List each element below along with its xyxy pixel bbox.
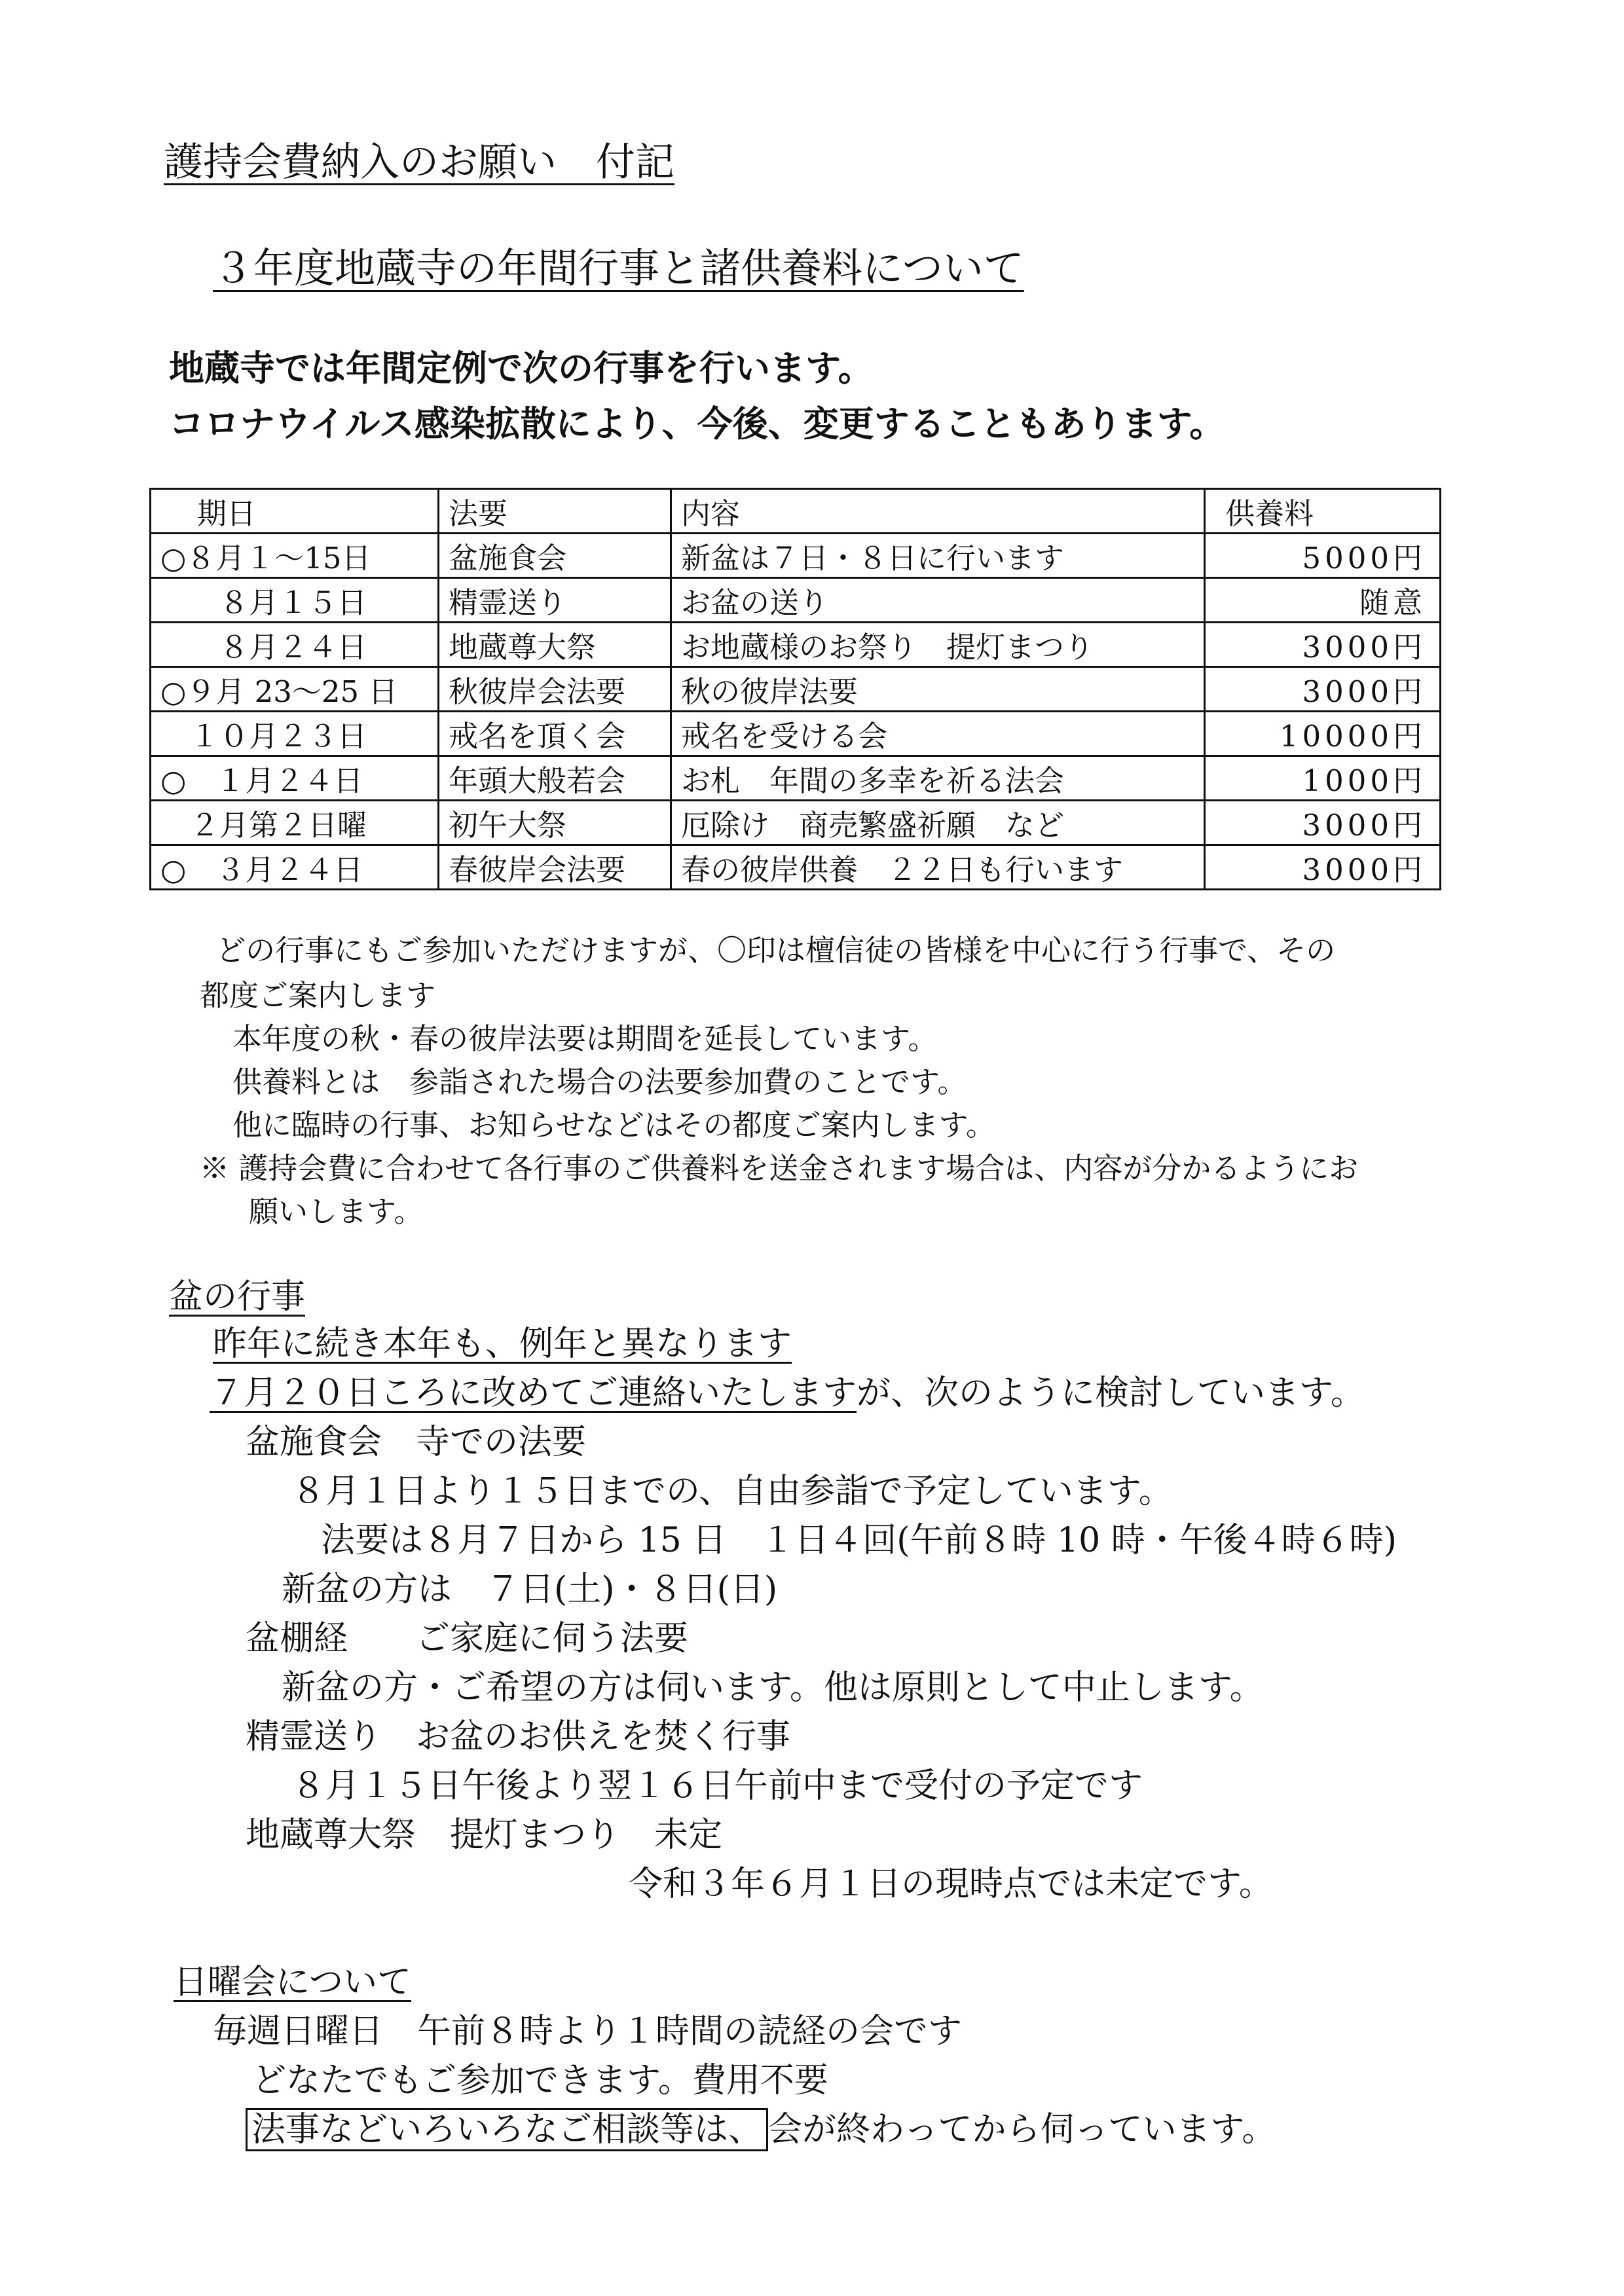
header-content: 内容 — [671, 489, 1205, 534]
intro-line-2: コロナウイルス感染拡散により、今後、変更することもあります。 — [169, 403, 1225, 445]
row-date: ○ １月２４日 — [151, 756, 439, 801]
row-content: 秋の彼岸法要 — [671, 667, 1205, 712]
bon-line-5: 法要は８月７日から 15 日 １日４回(午前８時 10 時・午後４時６時) — [321, 1521, 1397, 1560]
row-date: ○９月 23～25 日 — [151, 667, 439, 712]
event-schedule-table — [149, 488, 1441, 890]
note-higan-extension: 本年度の秋・春の彼岸法要は期間を延長しています。 — [232, 1021, 938, 1056]
row-date: ２月第２日曜 — [151, 801, 439, 845]
row-fee: 1000円 — [1205, 756, 1441, 801]
note-offering-fee: 供養料とは 参詣された場合の法要参加費のことです。 — [232, 1065, 967, 1099]
note-remittance: ※ 護持会費に合わせて各行事のご供養料を送金されます場合は、内容が分かるようにお — [200, 1151, 1359, 1186]
note-participation: どの行事にもご参加いただけますが、〇印は檀信徒の皆様を中心に行う行事で、その — [216, 933, 1336, 968]
bon-line-11: 地蔵尊大祭 提灯まつり 未定 — [246, 1815, 723, 1855]
note-temporary-events: 他に臨時の行事、お知らせなどはその都度ご案内します。 — [232, 1108, 996, 1142]
row-fee: 随意 — [1205, 578, 1441, 623]
bon-line-4: ８月１日より１５日までの、自由参詣で予定しています。 — [291, 1472, 1173, 1511]
row-content: お地蔵様のお祭り 提灯まつり — [671, 623, 1205, 667]
row-content: 厄除け 商売繁盛祈願 など — [671, 801, 1205, 845]
sunday-line-1: 毎週日曜日 午前８時より１時間の読経の会です — [213, 2012, 963, 2051]
header-ceremony: 法要 — [439, 489, 671, 534]
sunday-line-3-rest: 会が終わってから伺っています。 — [768, 2110, 1276, 2149]
sunday-line-3-boxed: 法事などいろいろなご相談等は、 — [246, 2108, 768, 2151]
bon-line-6: 新盆の方は ７日(土)・８日(日) — [282, 1570, 778, 1609]
row-fee: 10000円 — [1205, 712, 1441, 756]
header-fee: 供養料 — [1205, 489, 1441, 534]
table-row — [151, 534, 1441, 578]
row-date: ８月２４日 — [151, 623, 439, 667]
row-content: 新盆は７日・８日に行います — [671, 534, 1205, 578]
row-ceremony: 春彼岸会法要 — [439, 845, 671, 890]
table-row — [151, 623, 1441, 667]
row-content: お盆の送り — [671, 578, 1205, 623]
row-ceremony: 年頭大般若会 — [439, 756, 671, 801]
bon-line-2 — [210, 1365, 1365, 1414]
row-ceremony: 精霊送り — [439, 578, 671, 623]
row-ceremony: 初午大祭 — [439, 801, 671, 845]
sunday-line-2: どなたでもご参加できます。費用不要 — [252, 2061, 828, 2100]
row-fee: 5000円 — [1205, 534, 1441, 578]
header-date: 期日 — [151, 489, 439, 534]
row-ceremony: 戒名を頂く会 — [439, 712, 671, 756]
row-date: ８月１５日 — [151, 578, 439, 623]
bon-line-2-rest: が、次のように検討しています。 — [857, 1374, 1365, 1413]
table-header-row — [151, 489, 1441, 534]
row-fee: 3000円 — [1205, 801, 1441, 845]
bon-line-12: 令和３年６月１日の現時点では未定です。 — [629, 1865, 1273, 1904]
bon-section-heading: 盆の行事 — [169, 1277, 306, 1317]
row-content: 春の彼岸供養 ２２日も行います — [671, 845, 1205, 890]
table-row — [151, 801, 1441, 845]
sunday-line-3 — [246, 2102, 1276, 2151]
table-row — [151, 578, 1441, 623]
row-ceremony: 地蔵尊大祭 — [439, 623, 671, 667]
row-content: 戒名を受ける会 — [671, 712, 1205, 756]
sunday-section-heading: 日曜会について — [174, 1963, 411, 2002]
table-row — [151, 712, 1441, 756]
intro-line-1: 地蔵寺では年間定例で次の行事を行います。 — [169, 348, 874, 389]
row-ceremony: 秋彼岸会法要 — [439, 667, 671, 712]
row-date: ○８月１～15日 — [151, 534, 439, 578]
bon-line-7: 盆棚経 ご家庭に伺う法要 — [246, 1619, 689, 1658]
document-subtitle: ３年度地蔵寺の年間行事と諸供養料について — [213, 244, 1024, 292]
note-participation-cont: 都度ご案内します — [200, 978, 436, 1013]
row-content: お札 年間の多幸を祈る法会 — [671, 756, 1205, 801]
row-date: １０月２３日 — [151, 712, 439, 756]
bon-line-1: 昨年に続き本年も、例年と異なります — [213, 1324, 792, 1364]
bon-line-2-underlined: ７月２０日ころに改めてご連絡いたします — [210, 1374, 857, 1413]
table-row — [151, 845, 1441, 890]
row-date: ○ ３月２４日 — [151, 845, 439, 890]
table-row — [151, 756, 1441, 801]
bon-line-10: ８月１５日午後より翌１６日午前中まで受付の予定です — [291, 1766, 1143, 1806]
document-title: 護持会費納入のお願い 付記 — [164, 139, 674, 185]
note-remittance-cont: 願いします。 — [249, 1194, 424, 1229]
bon-line-9: 精霊送り お盆のお供えを焚く行事 — [246, 1717, 791, 1757]
row-fee: 3000円 — [1205, 667, 1441, 712]
bon-line-3: 盆施食会 寺での法要 — [246, 1423, 587, 1462]
row-fee: 3000円 — [1205, 845, 1441, 890]
bon-line-8: 新盆の方・ご希望の方は伺います。他は原則として中止します。 — [282, 1668, 1264, 1707]
row-ceremony: 盆施食会 — [439, 534, 671, 578]
table-row — [151, 667, 1441, 712]
row-fee: 3000円 — [1205, 623, 1441, 667]
